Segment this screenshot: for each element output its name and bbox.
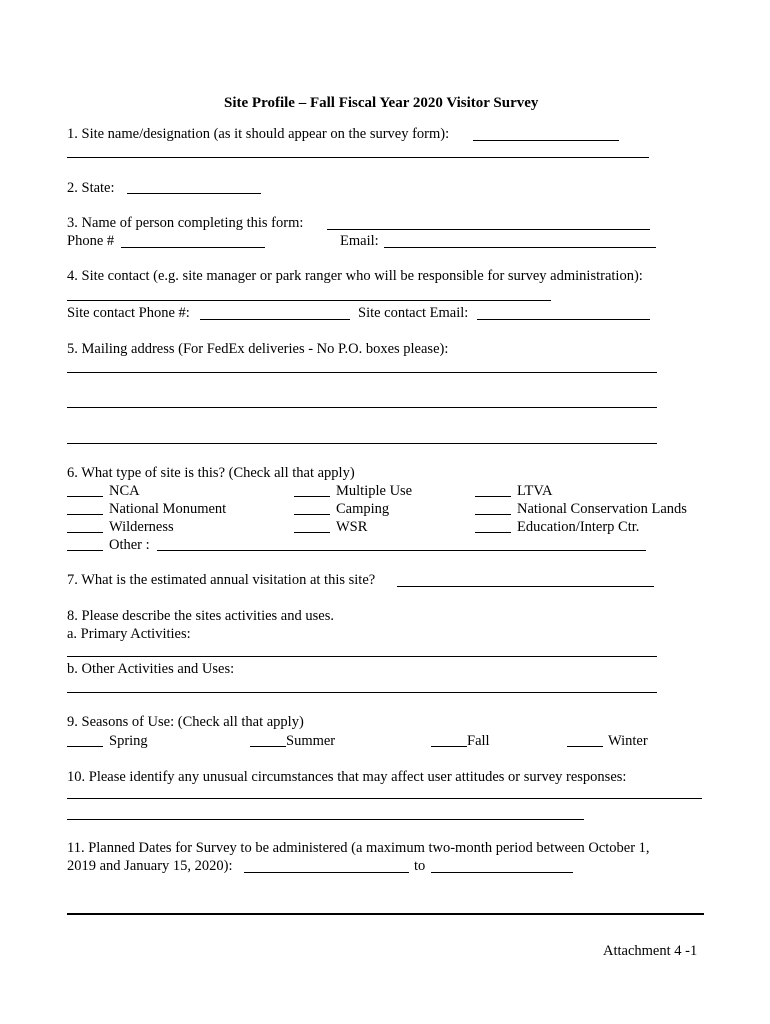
q9-label: 9. Seasons of Use: (Check all that apply) [67,714,304,730]
site-contact-field[interactable] [67,300,551,301]
checkbox-line-camping[interactable] [294,514,330,515]
option-other: Other : [109,537,150,553]
q7-label: 7. What is the estimated annual visitation at this site? [67,572,376,588]
option-multiple-use: Multiple Use [336,483,413,499]
checkbox-line-spring[interactable] [67,746,103,747]
q3-email-label: Email: [340,233,379,249]
q4-phone-label: Site contact Phone #: [67,305,190,321]
checkbox-line-wsr[interactable] [294,532,330,533]
q4-label: 4. Site contact (e.g. site manager or park ranger who will be responsible for survey administration): [67,268,643,284]
option-camping: Camping [336,501,390,517]
q3-name-label: 3. Name of person completing this form: [67,215,304,231]
survey-start-date-field[interactable] [244,872,409,873]
checkbox-line-education-interp[interactable] [475,532,511,533]
site-contact-email-field[interactable] [477,319,650,320]
checkbox-line-ltva[interactable] [475,496,511,497]
q10-label: 10. Please identify any unusual circumstances that may affect user attitudes or survey responses: [67,769,627,785]
q2-label: 2. State: [67,180,115,196]
site-name-field-line2[interactable] [67,157,649,158]
season-summer: Summer [286,733,336,749]
option-wsr: WSR [336,519,368,535]
option-ltva: LTVA [517,483,553,499]
state-field[interactable] [127,193,261,194]
site-name-field[interactable] [473,140,619,141]
survey-end-date-field[interactable] [431,872,573,873]
q11-to-label: to [414,858,426,874]
person-name-field[interactable] [327,229,650,230]
other-site-type-field[interactable] [157,550,646,551]
checkbox-line-other[interactable] [67,550,103,551]
mailing-address-line-2[interactable] [67,407,657,408]
checkbox-line-fall[interactable] [431,746,467,747]
season-winter: Winter [608,733,648,749]
email-field[interactable] [384,247,656,248]
unusual-circumstances-line-1[interactable] [67,798,702,799]
option-national-conservation-lands: National Conservation Lands [517,501,687,517]
season-fall: Fall [467,733,490,749]
unusual-circumstances-line-2[interactable] [67,819,584,820]
checkbox-line-summer[interactable] [250,746,286,747]
primary-activities-field[interactable] [67,656,657,657]
mailing-address-line-1[interactable] [67,372,657,373]
checkbox-line-nca[interactable] [67,496,103,497]
option-national-monument: National Monument [109,501,227,517]
attachment-label: Attachment 4 -1 [603,943,698,959]
footer-rule [67,913,704,915]
q4-email-label: Site contact Email: [358,305,469,321]
q8-label: 8. Please describe the sites activities and uses. [67,608,334,624]
checkbox-line-multiple-use[interactable] [294,496,330,497]
q11-label-line2: 2019 and January 15, 2020): [67,858,233,874]
checkbox-line-national-monument[interactable] [67,514,103,515]
option-nca: NCA [109,483,140,499]
q8a-label: a. Primary Activities: [67,626,191,642]
q5-label: 5. Mailing address (For FedEx deliveries - No P.O. boxes please): [67,341,449,357]
page-title: Site Profile – Fall Fiscal Year 2020 Visitor Survey [224,95,539,111]
other-activities-field[interactable] [67,692,657,693]
annual-visitation-field[interactable] [397,586,654,587]
site-contact-phone-field[interactable] [200,319,350,320]
q3-phone-label: Phone # [67,233,115,249]
q11-label-line1: 11. Planned Dates for Survey to be administered (a maximum two-month period between October 1, [67,840,650,856]
checkbox-line-wilderness[interactable] [67,532,103,533]
checkbox-line-national-conservation-lands[interactable] [475,514,511,515]
q1-label: 1. Site name/designation (as it should appear on the survey form): [67,126,450,142]
q8b-label: b. Other Activities and Uses: [67,661,235,677]
season-spring: Spring [109,733,148,749]
phone-field[interactable] [121,247,265,248]
checkbox-line-winter[interactable] [567,746,603,747]
option-wilderness: Wilderness [109,519,174,535]
option-education-interp: Education/Interp Ctr. [517,519,640,535]
mailing-address-line-3[interactable] [67,443,657,444]
q6-label: 6. What type of site is this? (Check all that apply) [67,465,355,481]
